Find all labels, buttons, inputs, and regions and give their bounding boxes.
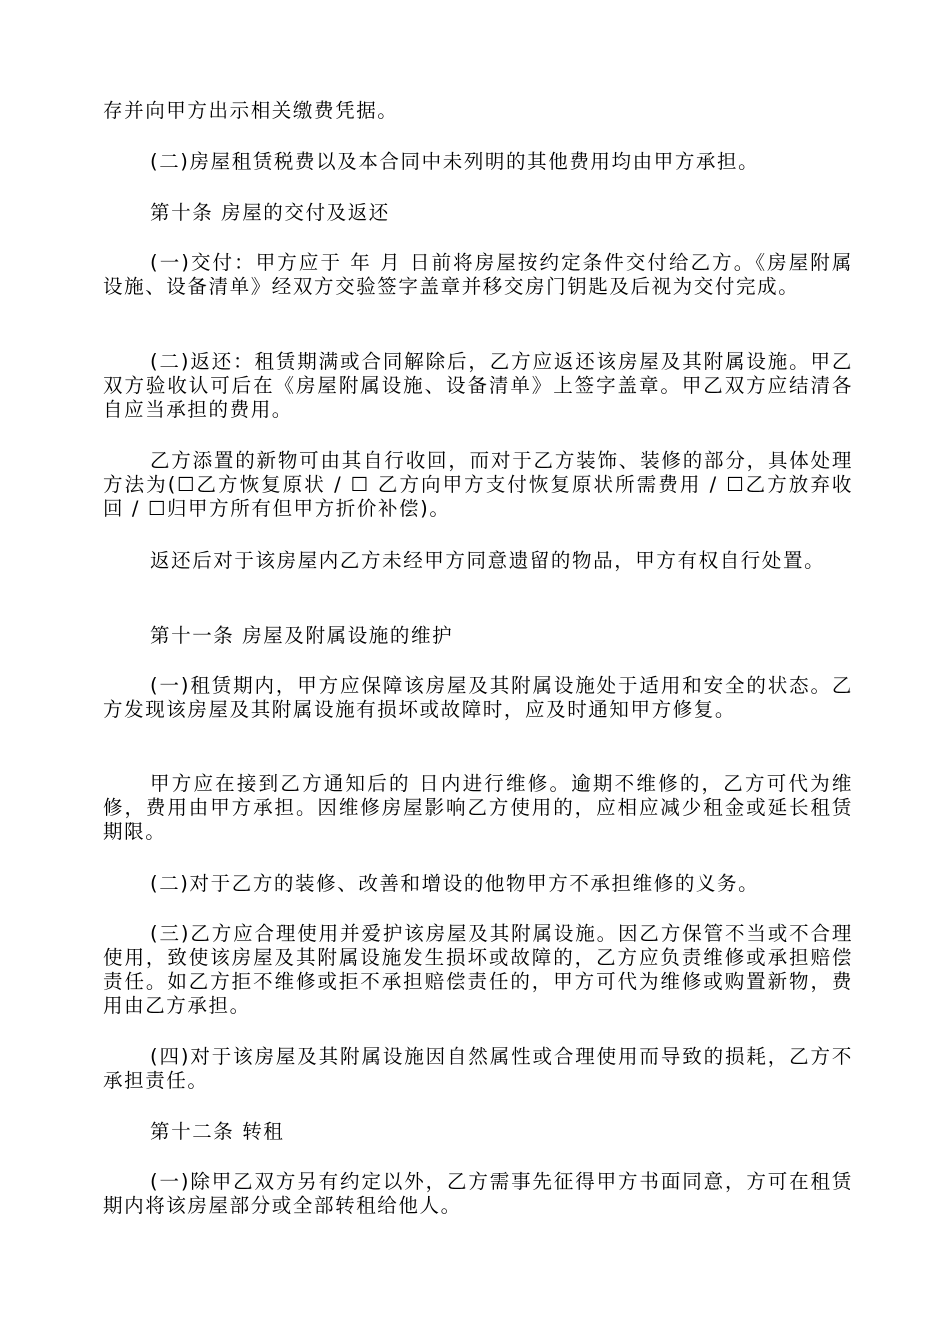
paragraph-left-items: 返还后对于该房屋内乙方未经甲方同意遗留的物品，甲方有权自行处置。 bbox=[150, 549, 826, 572]
paragraph-natural-wear: (四)对于该房屋及其附属设施因自然属性或合理使用而导致的损耗，乙方不承担责任。 bbox=[103, 1045, 853, 1092]
paragraph-return: (二)返还：租赁期满或合同解除后，乙方应返还该房屋及其附属设施。甲乙双方验收认可后在《房屋附属设施、设备清单》上签字盖章。甲乙双方应结清各自应当承担的费用。 bbox=[103, 350, 853, 421]
paragraph-delivery: (一)交付：甲方应于 年 月 日前将房屋按约定条件交付给乙方。《房屋附属设施、设备清单》经双方交验签字盖章并移交房门钥匙及后视为交付完成。 bbox=[103, 251, 853, 298]
heading-article-10: 第十条 房屋的交付及返还 bbox=[150, 201, 390, 224]
paragraph-repair-deadline: 甲方应在接到乙方通知后的 日内进行维修。逾期不维修的，乙方可代为维修，费用由甲方承担。因维修房屋影响乙方使用的，应相应减少租金或延长租赁期限。 bbox=[103, 772, 853, 843]
paragraph-added-items: 乙方添置的新物可由其自行收回，而对于乙方装饰、装修的部分，具体处理方法为(☐乙方恢复原状 / ☐ 乙方向甲方支付恢复原状所需费用 / ☐乙方放弃收回 / ☐归甲方所有但甲方折价补偿)。 bbox=[103, 449, 853, 520]
paragraph-tenant-care: (三)乙方应合理使用并爱护该房屋及其附属设施。因乙方保管不当或不合理使用，致使该房屋及其附属设施发生损坏或故障的，乙方应负责维修或承担赔偿责任。如乙方拒不维修或拒不承担赔偿责任的，甲方可代为维修或购置新物，费用由乙方承担。 bbox=[103, 922, 853, 1017]
paragraph-tax-fees: (二)房屋租赁税费以及本合同中未列明的其他费用均由甲方承担。 bbox=[150, 150, 760, 173]
paragraph-tenant-improvements: (二)对于乙方的装修、改善和增设的他物甲方不承担维修的义务。 bbox=[150, 872, 760, 895]
heading-article-11: 第十一条 房屋及附属设施的维护 bbox=[150, 624, 454, 647]
paragraph-payment-receipt-continuation: 存并向甲方出示相关缴费凭据。 bbox=[103, 99, 399, 122]
paragraph-sublease: (一)除甲乙双方另有约定以外，乙方需事先征得甲方书面同意，方可在租赁期内将该房屋部分或全部转租给他人。 bbox=[103, 1170, 853, 1217]
paragraph-maintenance-lessor: (一)租赁期内，甲方应保障该房屋及其附属设施处于适用和安全的状态。乙方发现该房屋及其附属设施有损坏或故障时，应及时通知甲方修复。 bbox=[103, 674, 853, 721]
heading-article-12: 第十二条 转租 bbox=[150, 1120, 285, 1143]
